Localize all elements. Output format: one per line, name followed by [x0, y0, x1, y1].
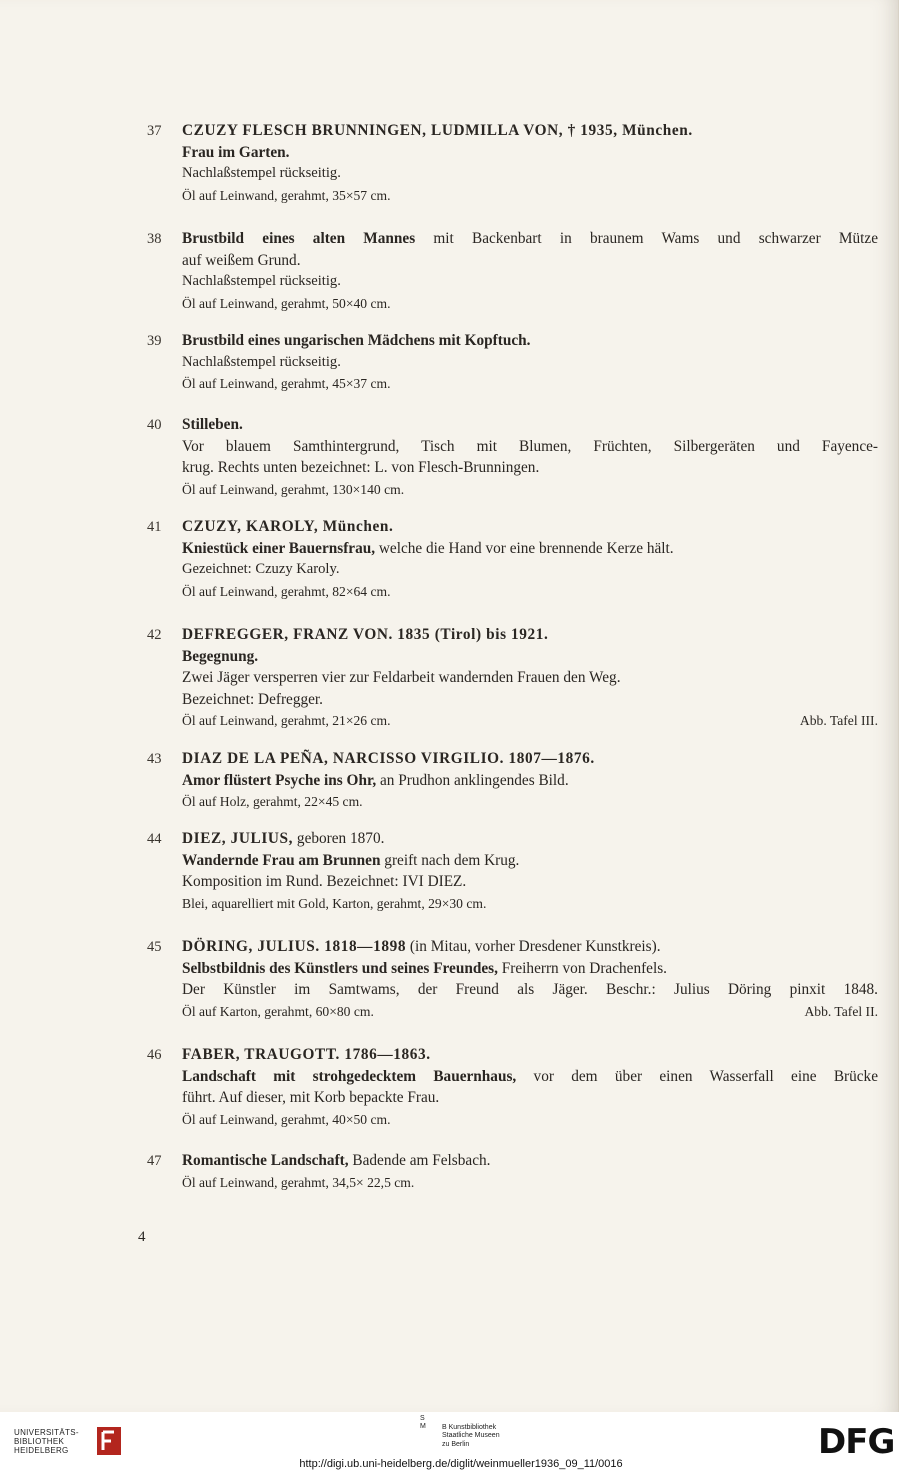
uni-line: HEIDELBERG — [14, 1446, 69, 1455]
medium-line: Öl auf Leinwand, gerahmt, 45×37 cm. — [182, 376, 391, 391]
medium-line: Öl auf Karton, gerahmt, 60×80 cm. — [182, 1003, 374, 1019]
title-bold: Romantische Landschaft, — [182, 1152, 349, 1169]
artist-name: DIEZ, JULIUS, — [182, 830, 294, 847]
plate-reference: Abb. Tafel III. — [799, 713, 878, 728]
artist-heading — [182, 936, 878, 958]
university-library-logo[interactable] — [8, 1418, 128, 1458]
title-rest: vor dem über einen Wasserfall eine Brücke — [516, 1067, 878, 1085]
kunstbibliothek-text — [442, 1424, 500, 1449]
artwork-title: Brustbild eines ungarischen Mädchens mit Kopftuch. — [182, 332, 531, 349]
title-continuation: führt. Auf dieser, mit Korb bepackte Frau. — [182, 1089, 440, 1106]
artwork-title — [182, 1066, 878, 1088]
uni-line: BIBLIOTHEK — [14, 1437, 65, 1446]
lot-number: 47 — [147, 1153, 162, 1169]
title-bold: Selbstbildnis des Künstlers und seines Freundes, — [182, 959, 498, 977]
uni-line: UNIVERSITÄTS- — [14, 1428, 79, 1437]
artist-heading — [182, 828, 878, 850]
medium-line: Öl auf Leinwand, gerahmt, 82×64 cm. — [182, 583, 391, 599]
description-line: Bezeichnet: Defregger. — [182, 690, 323, 708]
catalog-entry-43 — [147, 748, 878, 813]
description-line: Nachlaßstempel rückseitig. — [182, 273, 341, 289]
plate-reference: Abb. Tafel II. — [804, 1003, 878, 1019]
title-rest: welche die Hand vor eine brennende Kerze hält. — [375, 539, 674, 557]
artist-heading: CZUZY, KAROLY, München. — [182, 518, 394, 535]
sm-mark: S M — [420, 1415, 426, 1431]
catalog-entry-38 — [147, 228, 878, 314]
title-rest: Freiherrn von Drachenfels. — [497, 959, 668, 977]
medium-line: Öl auf Leinwand, gerahmt, 34,5× 22,5 cm. — [182, 1174, 415, 1190]
title-rest: greift nach dem Krug. — [380, 851, 520, 869]
title-bold: Amor flüstert Psyche ins Ohr, — [182, 771, 377, 789]
medium-line: Öl auf Leinwand, gerahmt, 130×140 cm. — [182, 481, 405, 497]
medium-line: Öl auf Leinwand, gerahmt, 21×26 cm. — [182, 713, 391, 728]
title-rest: Badende am Felsbach. — [348, 1152, 491, 1169]
artwork-title — [182, 228, 878, 250]
artist-heading: FABER, TRAUGOTT. 1786—1863. — [182, 1046, 431, 1063]
page-number: 4 — [138, 1229, 146, 1245]
description-line: Gezeichnet: Czuzy Karoly. — [182, 561, 340, 577]
title-bold: Landschaft mit strohgedecktem Bauernhaus, — [182, 1067, 517, 1085]
artwork-title — [182, 538, 878, 560]
viewer-footer — [0, 1412, 922, 1472]
university-name — [14, 1428, 79, 1455]
lot-number: 45 — [147, 939, 162, 955]
artwork-title: Stilleben. — [182, 416, 243, 433]
description-line: Komposition im Rund. Bezeichnet: IVI DIEZ. — [182, 873, 467, 890]
title-bold: Wandernde Frau am Brunnen — [182, 851, 381, 869]
title-continuation: auf weißem Grund. — [182, 251, 301, 269]
description-line: Nachlaßstempel rückseitig. — [182, 165, 341, 181]
catalog-entry-44 — [147, 828, 878, 914]
lot-number: 38 — [147, 231, 162, 247]
catalog-entry-46 — [147, 1044, 878, 1130]
medium-line: Öl auf Leinwand, gerahmt, 40×50 cm. — [182, 1111, 391, 1127]
medium-line: Öl auf Holz, gerahmt, 22×45 cm. — [182, 794, 363, 809]
description-line: Nachlaßstempel rückseitig. — [182, 353, 341, 370]
title-rest: mit Backenbart in braunem Wams und schwarzer Mütze — [415, 230, 878, 247]
artwork-title — [182, 958, 878, 980]
medium-row — [182, 1001, 878, 1023]
artist-name: DÖRING, JULIUS. 1818—1898 — [182, 938, 407, 955]
catalog-entry-42 — [147, 624, 878, 732]
description-line: Der Künstler im Samtwams, der Freund als Jäger. Beschr.: Julius Döring pinxit 1848. — [182, 981, 878, 998]
catalog-entry-45 — [147, 936, 878, 1022]
title-bold: Brustbild eines alten Mannes — [182, 230, 416, 247]
description-line: krug. Rechts unten bezeichnet: L. von Flesch-Brunningen. — [182, 459, 540, 476]
lot-number: 41 — [147, 519, 162, 535]
artist-dates: geboren 1870. — [293, 830, 385, 847]
lot-number: 42 — [147, 627, 162, 643]
medium-line: Öl auf Leinwand, gerahmt, 50×40 cm. — [182, 295, 391, 311]
medium-line: Blei, aquarelliert mit Gold, Karton, gerahmt, 29×30 cm. — [182, 895, 487, 911]
catalog-entry-40 — [147, 414, 878, 500]
artist-heading: DEFREGGER, FRANZ VON. 1835 (Tirol) bis 1921. — [182, 626, 549, 643]
title-bold: Kniestück einer Bauernsfrau, — [182, 539, 376, 557]
medium-line: Öl auf Leinwand, gerahmt, 35×57 cm. — [182, 187, 391, 203]
lot-number: 46 — [147, 1047, 162, 1063]
permalink-url[interactable]: http://digi.ub.uni-heidelberg.de/diglit/weinmueller1936_09_11/0016 — [299, 1458, 623, 1470]
dfg-logo[interactable]: DFG — [818, 1422, 895, 1462]
lot-number: 43 — [147, 751, 162, 767]
sm-line: Staatliche Museen — [442, 1432, 500, 1440]
sm-line: B Kunstbibliothek — [442, 1424, 497, 1431]
lot-number: 37 — [147, 123, 162, 139]
artwork-title: Frau im Garten. — [182, 143, 290, 161]
artist-heading: CZUZY FLESCH BRUNNINGEN, LUDMILLA VON, † 1935, München. — [182, 122, 693, 139]
description-line: Vor blauem Samthintergrund, Tisch mit Blumen, Früchten, Silbergeräten und Fayence- — [182, 437, 878, 455]
description-line: Zwei Jäger versperren vier zur Feldarbeit wandernden Frauen den Weg. — [182, 669, 621, 686]
library-emblem-icon — [96, 1426, 122, 1456]
artist-dates: (in Mitau, vorher Dresdener Kunstkreis). — [406, 938, 661, 955]
medium-row — [182, 710, 878, 732]
catalog-entry-39 — [147, 330, 878, 395]
title-rest: an Prudhon anklingendes Bild. — [376, 771, 569, 789]
artwork-title — [182, 1150, 878, 1172]
artwork-title — [182, 770, 878, 792]
lot-number: 40 — [147, 417, 162, 433]
catalog-entry-37 — [147, 120, 878, 206]
artwork-title: Begegnung. — [182, 647, 259, 665]
lot-number: 44 — [147, 831, 162, 847]
lot-number: 39 — [147, 333, 162, 349]
artist-heading: DIAZ DE LA PEÑA, NARCISSO VIRGILIO. 1807—1876. — [182, 750, 595, 767]
catalog-entry-41 — [147, 516, 878, 602]
artwork-title — [182, 850, 878, 872]
catalog-entry-47 — [147, 1150, 878, 1193]
sm-line: zu Berlin — [442, 1440, 470, 1448]
